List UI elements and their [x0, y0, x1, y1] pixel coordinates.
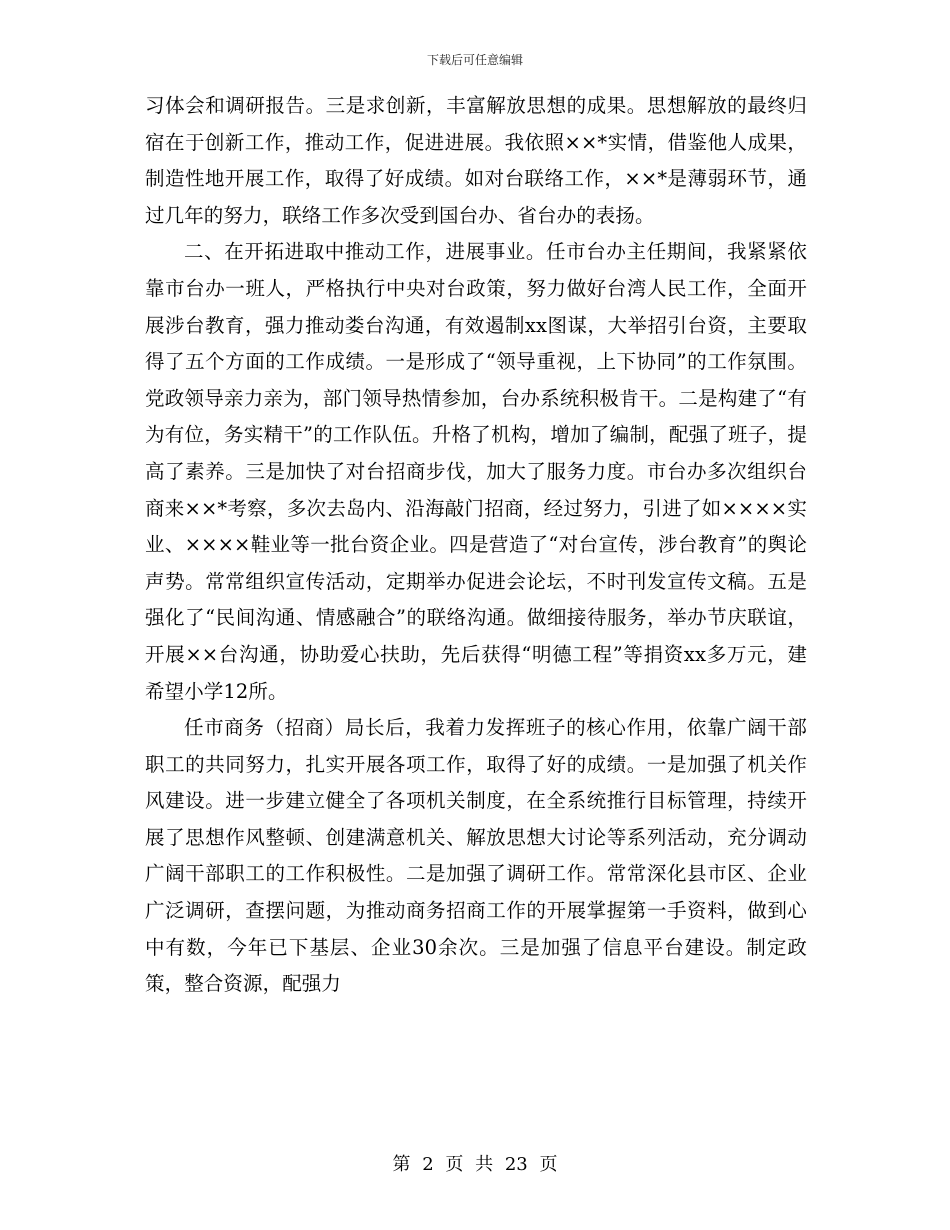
paragraph-commerce-bureau: 任市商务（招商）局长后，我着力发挥班子的核心作用，依靠广阔干部职工的共同努力，扎实开展各项工作，取得了好的成绩。一是加强了机关作风建设。进一步建立健全了各项机关制度，在全系统推行目标管理，持续开展了思想作风整顿、创建满意机关、解放思想大讨论等系列活动，充分调动广阔干部职工的工作积极性。二是加强了调研工作。常常深化县市区、企业广泛调研，查摆问题，为推动商务招商工作的开展掌握第一手资料，做到心中有数，今年已下基层、企业30余次。三是加强了信息平台建设。制定政策，整合资源，配强力 — [145, 716, 807, 996]
paragraph-section-two: 二、在开拓进取中推动工作，进展事业。任市台办主任期间，我紧紧依靠市台办一班人，严格执行中央对台政策，努力做好台湾人民工作，全面开展涉台教育，强力推动娄台沟通，有效遏制xx图谋，大举招引台资，主要取得了五个方面的工作成绩。一是形成了“领导重视，上下协同”的工作氛围。党政领导亲力亲为，部门领导热情参加，台办系统积极肯干。二是构建了“有为有位，务实精干”的工作队伍。升格了机构，增加了编制，配强了班子，提高了素养。三是加快了对台招商步伐，加大了服务力度。市台办多次组织台商来××*考察，多次去岛内、沿海敲门招商，经过努力，引进了如××××实业、××××鞋业等一批台资企业。四是营造了“对台宣传，涉台教育”的舆论声势。常常组织宣传活动，定期举办促进会论坛，不时刊发宣传文稿。五是强化了“民间沟通、情感融合”的联络沟通。做细接待服务，举办节庆联谊，开展××台沟通，协助爱心扶助，先后获得“明德工程”等捐资xx多万元，建希望小学12所。 — [145, 240, 807, 703]
page-header-note: 下载后可任意编辑 — [426, 53, 523, 67]
document-body — [145, 88, 807, 1003]
paragraph-continuation: 习体会和调研报告。三是求创新，丰富解放思想的成果。思想解放的最终归宿在于创新工作，推动工作，促进进展。我依照××*实情，借鉴他人成果，制造性地开展工作，取得了好成绩。如对台联络工作，××*是薄弱环节，通过几年的努力，联络工作多次受到国台办、省台办的表扬。 — [145, 94, 807, 227]
page-number: 第 2 页 共 23 页 — [392, 1154, 558, 1175]
